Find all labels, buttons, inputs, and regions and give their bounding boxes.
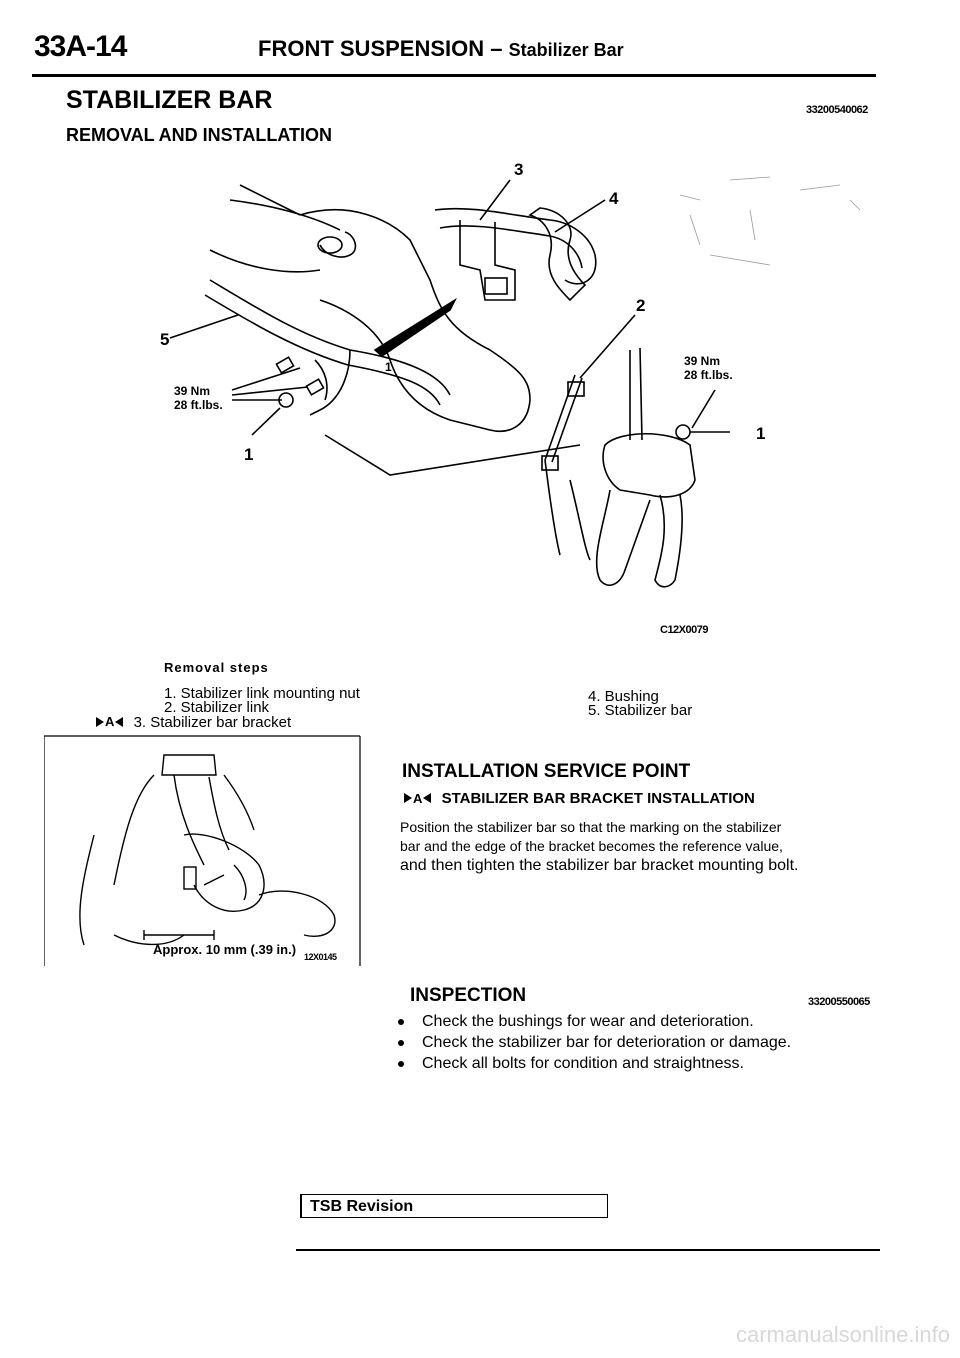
torque-left-ftlbs: 28 ft.lbs. <box>174 398 223 412</box>
inspection-title: INSPECTION <box>410 985 527 1006</box>
marker-letter: A <box>105 714 115 729</box>
bolt-left-2 <box>306 379 323 395</box>
header-rule <box>32 74 876 77</box>
figure-code: C12X0079 <box>660 624 708 636</box>
bullet-icon <box>398 1019 404 1025</box>
callout-2: 2 <box>636 296 646 315</box>
tsb-revision-box: TSB Revision <box>300 1194 608 1218</box>
installation-subtitle-row <box>404 790 755 807</box>
installation-line-2: bar and the edge of the bracket becomes the reference value, <box>400 838 783 854</box>
removal-step-3-row <box>96 715 291 730</box>
inspection-code: 33200550065 <box>808 996 870 1008</box>
callout-5: 5 <box>160 330 170 349</box>
removal-step-4: 4. Bushing <box>588 688 659 705</box>
watermark: carmanualsonline.info <box>735 1322 950 1347</box>
installation-marker <box>404 791 431 806</box>
torque-left <box>174 384 223 412</box>
removal-step-3: 3. Stabilizer bar bracket <box>133 714 292 731</box>
removal-step-2: 2. Stabilizer link <box>164 699 270 716</box>
knuckle <box>603 434 695 497</box>
marker-left-triangle-icon <box>423 793 431 803</box>
marker-left-triangle-icon <box>115 717 123 727</box>
torque-right-ftlbs: 28 ft.lbs. <box>684 368 733 382</box>
figure-frame <box>44 736 360 966</box>
removal-step-5: 5. Stabilizer bar <box>588 702 693 719</box>
inspection-bullet-3 <box>398 1055 744 1073</box>
bullet-icon <box>398 1061 404 1067</box>
installation-title: INSTALLATION SERVICE POINT <box>402 761 691 782</box>
callout-3: 3 <box>514 160 524 179</box>
bracket-figure <box>44 735 362 967</box>
torque-right <box>684 354 733 382</box>
faint-marks <box>680 177 860 265</box>
suspension-diagram <box>150 160 870 630</box>
inspection-bullet-2-text: Check the stabilizer bar for deterioration or damage. <box>422 1034 792 1051</box>
title-code: 33200540062 <box>806 104 868 116</box>
nut-right <box>676 425 690 439</box>
direction-arrow <box>375 300 455 356</box>
removal-steps-title: Removal steps <box>164 660 269 675</box>
removal-step-1: 1. Stabilizer link mounting nut <box>164 685 360 702</box>
installation-line-1: Position the stabilizer bar so that the marking on the stabilizer <box>400 819 782 835</box>
stabilizer-bar <box>210 280 450 395</box>
footer-rule <box>296 1249 880 1251</box>
page-title: STABILIZER BAR <box>66 86 273 114</box>
section-title <box>258 36 624 62</box>
figure2-code: 12X0145 <box>304 952 337 962</box>
marker-right-triangle-icon <box>96 717 104 727</box>
installation-marker-letter: A <box>413 790 423 806</box>
strut <box>630 348 642 440</box>
page-number: 33A-14 <box>34 30 127 63</box>
installation-subtitle: STABILIZER BAR BRACKET INSTALLATION <box>441 790 755 807</box>
callout-1-right: 1 <box>756 424 766 443</box>
installation-text <box>400 818 870 875</box>
callout-1-center: 1 <box>385 360 392 374</box>
marker-right-triangle-icon <box>404 793 412 803</box>
callout-4: 4 <box>609 189 619 208</box>
page-subtitle: REMOVAL AND INSTALLATION <box>66 125 332 145</box>
installation-line-3: and then tighten the stabilizer bar bracket mounting bolt. <box>400 857 799 874</box>
section-name: FRONT SUSPENSION – <box>258 36 503 61</box>
inspection-bullet-1 <box>398 1013 754 1031</box>
subsection-name: Stabilizer Bar <box>508 40 624 60</box>
inspection-bullet-2 <box>398 1034 791 1052</box>
torque-right-nm: 39 Nm <box>684 354 721 368</box>
torque-left-nm: 39 Nm <box>174 384 211 398</box>
callout-1-left: 1 <box>244 445 254 464</box>
inspection-bullet-1-text: Check the bushings for wear and deterioration. <box>422 1013 754 1030</box>
bullet-icon <box>398 1040 404 1046</box>
service-point-marker <box>96 715 123 729</box>
figure2-dimension: Approx. 10 mm (.39 in.) <box>153 942 297 957</box>
inspection-bullet-3-text: Check all bolts for condition and straightness. <box>422 1055 744 1072</box>
